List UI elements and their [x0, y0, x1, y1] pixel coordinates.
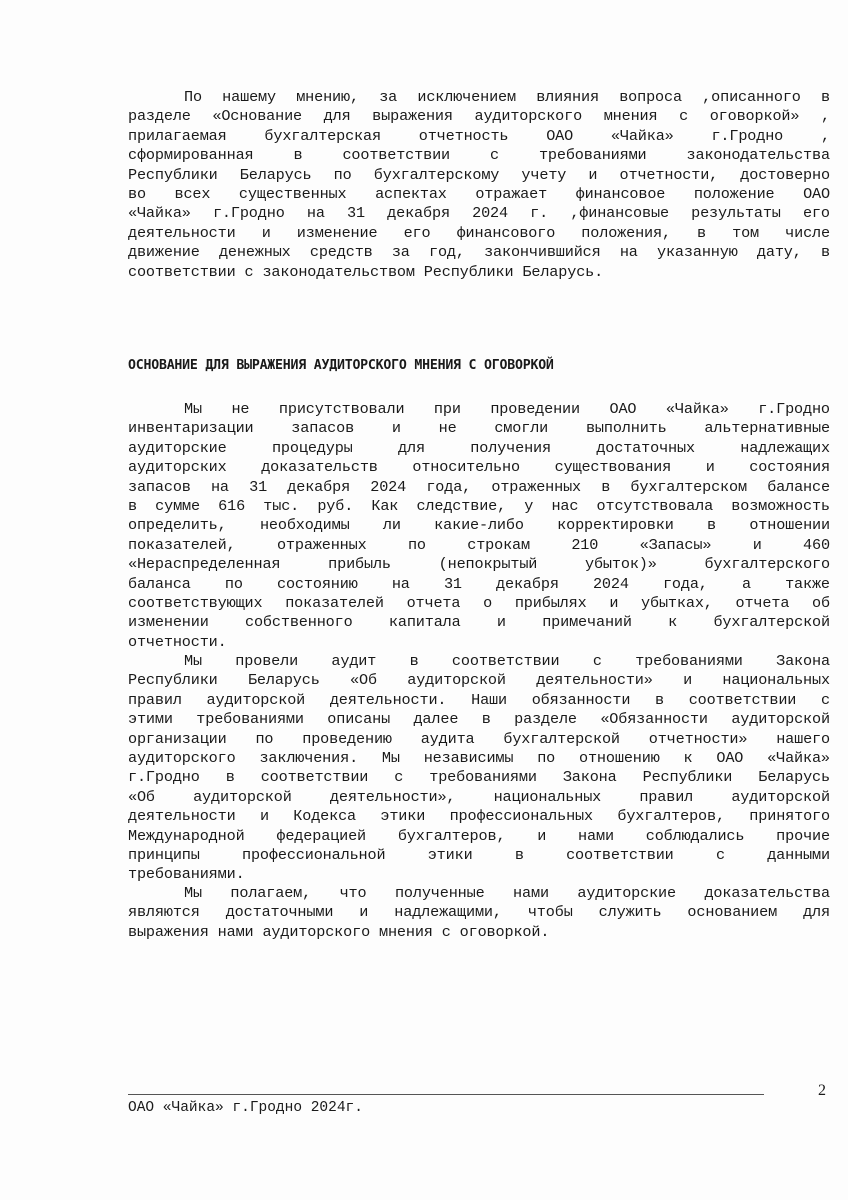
text-line: соответствии с законодательством Республики Беларусь.: [128, 262, 604, 281]
text-line: принципы профессиональной этики в соответствии с данными: [128, 845, 830, 864]
text-line: движение денежных средств за год, закончившийся на указанную дату, в: [128, 243, 830, 262]
text-line: Мы не присутствовали при проведении ОАО «Чайка» г.Гродно: [184, 400, 830, 418]
text-line: являются достаточными и надлежащими, чтобы служить основанием для: [128, 903, 830, 922]
text-line: прилагаемая бухгалтерская отчетность ОАО «Чайка» г.Гродно ,: [128, 126, 830, 145]
text-line: выражения нами аудиторского мнения с оговоркой.: [128, 922, 550, 941]
text-line: По нашему мнению, за исключением влияния вопроса ,описанного в: [184, 88, 830, 106]
text-line: баланса по состоянию на 31 декабря 2024 года, а также: [128, 574, 830, 593]
text-line: требованиями.: [128, 865, 245, 884]
text-line: аудиторского заключения. Мы независимы по отношению к ОАО «Чайка»: [128, 748, 830, 767]
basis-paragraph-evidence: [128, 884, 830, 942]
text-line: аудиторских доказательств относительно существования и состояния: [128, 458, 830, 477]
text-line: Мы провели аудит в соответствии с требованиями Закона: [184, 652, 830, 670]
text-line: во всех существенных аспектах отражает финансовое положение ОАО: [128, 184, 830, 203]
text-line: показателей, отраженных по строкам 210 «Запасы» и 460: [128, 535, 830, 554]
text-line: соответствующих показателей отчета о прибылях и убытках, отчета об: [128, 593, 830, 612]
text-line: организации по проведению аудита бухгалтерской отчетности» нашего: [128, 729, 830, 748]
text-line: деятельности и изменение его финансового положения, в том числе: [128, 223, 830, 242]
page-number: 2: [818, 1082, 826, 1099]
text-line: изменении собственного капитала и примечаний к бухгалтерской: [128, 613, 830, 632]
text-line: Республики Беларусь «Об аудиторской деятельности» и национальных: [128, 671, 830, 690]
text-line: г.Гродно в соответствии с требованиями Закона Республики Беларусь: [128, 768, 830, 787]
text-line: Республики Беларусь по бухгалтерскому учету и отчетности, достоверно: [128, 165, 830, 184]
text-line: разделе «Основание для выражения аудиторского мнения с оговоркой» ,: [128, 107, 830, 126]
text-line: деятельности и Кодекса этики профессиональных бухгалтеров, принятого: [128, 807, 830, 826]
text-line: запасов на 31 декабря 2024 года, отраженных в бухгалтерском балансе: [128, 477, 830, 496]
footer-divider: [128, 1094, 764, 1095]
text-line: определить, необходимы ли какие-либо корректировки в отношении: [128, 516, 830, 535]
opinion-paragraph: [128, 88, 830, 282]
text-line: «Чайка» г.Гродно на 31 декабря 2024 г. ,финансовые результаты его: [128, 204, 830, 223]
text-line: Мы полагаем, что полученные нами аудиторские доказательства: [184, 884, 830, 902]
basis-paragraph-inventory: [128, 400, 830, 652]
basis-paragraph-standards: [128, 652, 830, 885]
text-line: сформированная в соответствии с требованиями законодательства: [128, 146, 830, 165]
footer-text: ОАО «Чайка» г.Гродно 2024г.: [128, 1100, 363, 1116]
text-line: правил аудиторской деятельности. Наши обязанности в соответствии с: [128, 690, 830, 709]
section-heading: ОСНОВАНИЕ ДЛЯ ВЫРАЖЕНИЯ АУДИТОРСКОГО МНЕНИЯ С ОГОВОРКОЙ: [128, 358, 554, 373]
text-line: инвентаризации запасов и не смогли выполнить альтернативные: [128, 419, 830, 438]
text-line: аудиторские процедуры для получения достаточных надлежащих: [128, 438, 830, 457]
text-line: этими требованиями описаны далее в разделе «Обязанности аудиторской: [128, 710, 830, 729]
text-line: «Нераспределенная прибыль (непокрытый убыток)» бухгалтерского: [128, 555, 830, 574]
text-line: отчетности.: [128, 632, 227, 651]
text-line: «Об аудиторской деятельности», национальных правил аудиторской: [128, 787, 830, 806]
text-line: в сумме 616 тыс. руб. Как следствие, у нас отсутствовала возможность: [128, 496, 830, 515]
text-line: Международной федерацией бухгалтеров, и нами соблюдались прочие: [128, 826, 830, 845]
